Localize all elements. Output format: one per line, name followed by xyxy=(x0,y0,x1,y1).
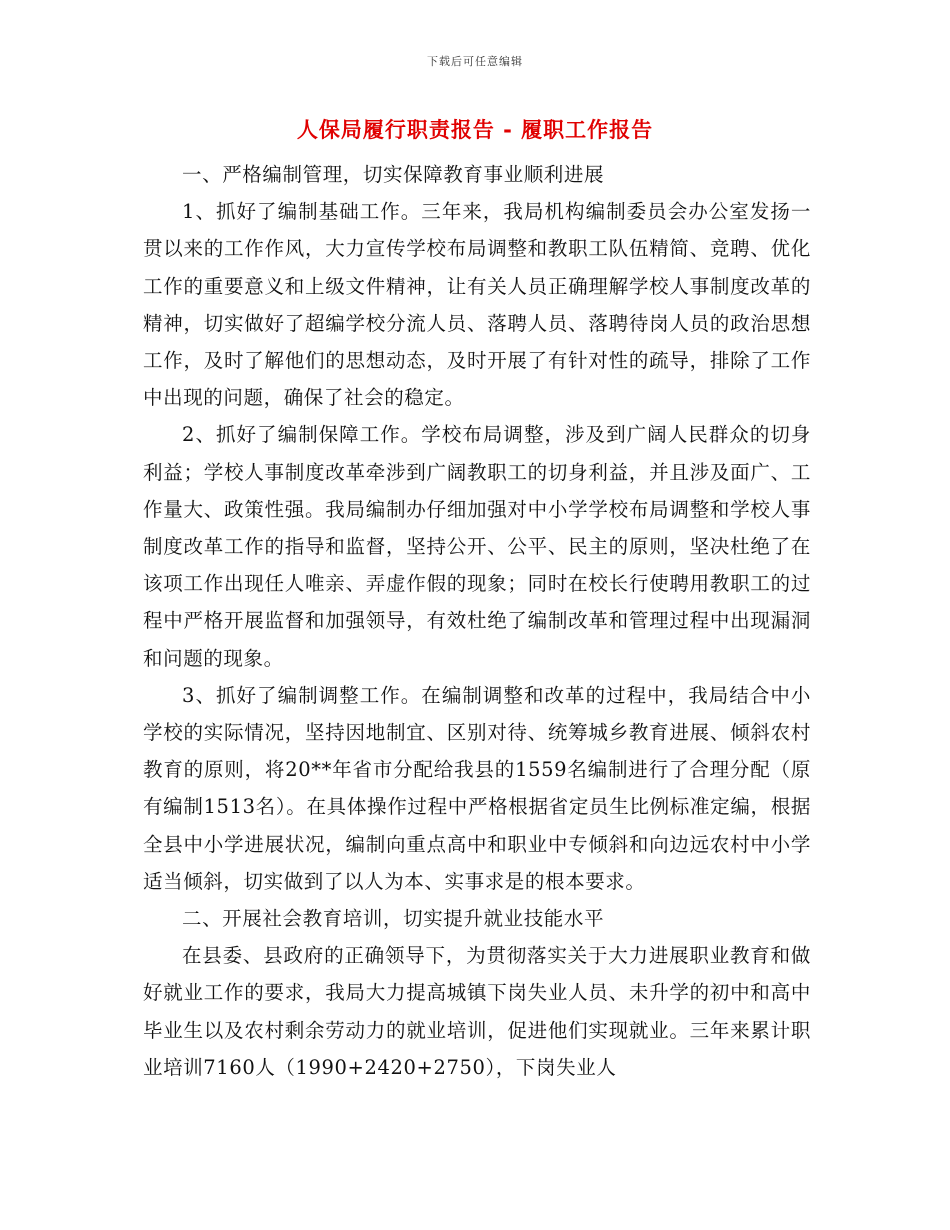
section-heading-2: 二、开展社会教育培训，切实提升就业技能水平 xyxy=(182,907,605,931)
paragraph-3: 3、抓好了编制调整工作。在编制调整和改革的过程中，我局结合中小学校的实际情况，坚持因地制宜、区别对待、统筹城乡教育进展、倾斜农村教育的原则，将20**年省市分配给我县的1559名编制进行了合理分配（原有编制1513名）。在具体操作过程中严格根据省定员生比例标准定编，根据全县中小学进展状况，编制向重点高中和职业中专倾斜和向边远农村中小学适当倾斜，切实做到了以人为本、实事求是的根本要求。 xyxy=(143,683,811,893)
paragraph-4: 在县委、县政府的正确领导下，为贯彻落实关于大力进展职业教育和做好就业工作的要求，我局大力提高城镇下岗失业人员、未升学的初中和高中毕业生以及农村剩余劳动力的就业培训，促进他们实现就业。三年来累计职业培训7160人（1990+2420+2750），下岗失业人 xyxy=(143,944,811,1079)
paragraph-1: 1、抓好了编制基础工作。三年来，我局机构编制委员会办公室发扬一贯以来的工作作风，大力宣传学校布局调整和教职工队伍精简、竞聘、优化工作的重要意义和上级文件精神，让有关人员正确理解学校人事制度改革的精神，切实做好了超编学校分流人员、落聘人员、落聘待岗人员的政治思想工作，及时了解他们的思想动态，及时开展了有针对性的疏导，排除了工作中出现的问题，确保了社会的稳定。 xyxy=(143,200,811,410)
page-header-note: 下载后可任意编辑 xyxy=(427,55,523,68)
document-title: 人保局履行职责报告 - 履职工作报告 xyxy=(296,118,654,142)
section-heading-1: 一、严格编制管理，切实保障教育事业顺利进展 xyxy=(182,163,605,186)
paragraph-2: 2、抓好了编制保障工作。学校布局调整，涉及到广阔人民群众的切身利益；学校人事制度改革牵涉到广阔教职工的切身利益，并且涉及面广、工作量大、政策性强。我局编制办仔细加强对中小学学校布局调整和学校人事制度改革工作的指导和监督，坚持公开、公平、民主的原则，坚决杜绝了在该项工作出现任人唯亲、弄虚作假的现象；同时在校长行使聘用教职工的过程中严格开展监督和加强领导，有效杜绝了编制改革和管理过程中出现漏洞和问题的现象。 xyxy=(143,423,811,670)
document-body xyxy=(143,156,811,1086)
